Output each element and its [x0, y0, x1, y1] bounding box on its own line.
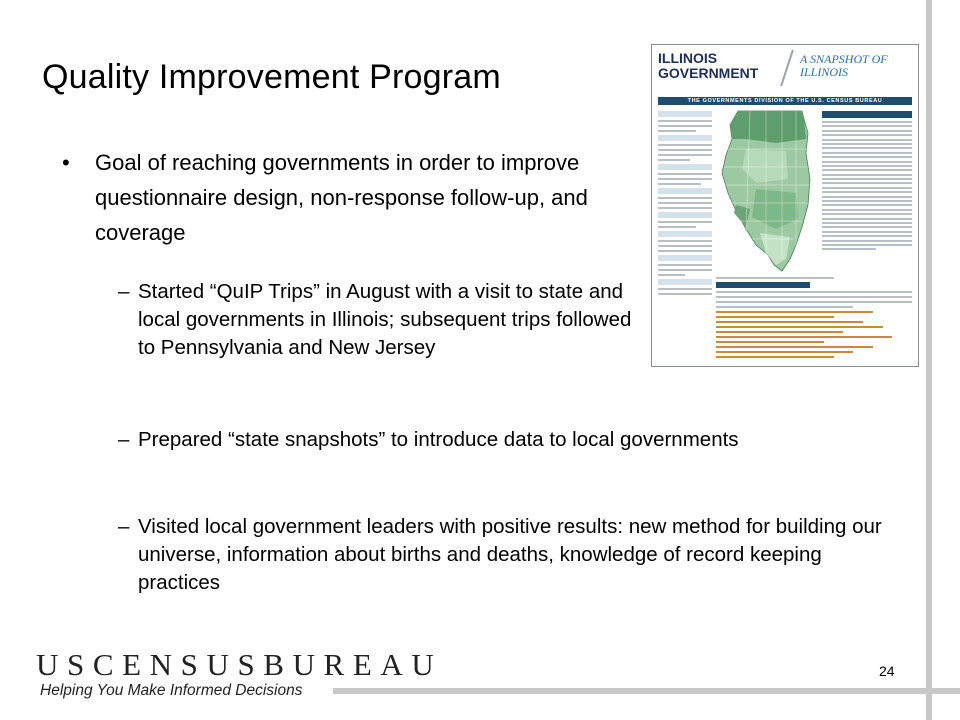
logo-tagline: Helping You Make Informed Decisions: [40, 682, 303, 699]
sub-bullet-2: [118, 426, 798, 454]
main-bullet: [62, 145, 602, 250]
slide-title: Quality Improvement Program: [42, 58, 501, 96]
snapshot-title-left: ILLINOIS GOVERNMENT: [658, 50, 759, 81]
vertical-rule: [926, 0, 932, 720]
state-snapshot-image: [651, 44, 919, 367]
sub-bullet-1: [118, 278, 638, 362]
sub-bullet-marker: –: [118, 280, 130, 303]
bullet-marker: •: [62, 150, 70, 175]
snapshot-left-column: [658, 111, 712, 359]
sub-bullet-marker: –: [118, 515, 130, 538]
snapshot-bottom-section: [716, 277, 912, 361]
sub-bullet-text-3: Visited local government leaders with positive results: new method for building our universe, information about births and deaths, knowledge of record keeping practices: [138, 515, 882, 594]
sub-bullet-text-1: Started “QuIP Trips” in August with a visit to state and local governments in Illinois; subsequent trips followed to Pennsylvania and New Jersey: [138, 280, 632, 359]
footer-horizontal-rule: [333, 688, 960, 694]
sub-bullet-text-2: Prepared “state snapshots” to introduce data to local governments: [138, 428, 739, 451]
sub-bullet-3: [118, 513, 898, 597]
snapshot-right-column: [822, 111, 912, 253]
illinois-map: [716, 109, 816, 273]
census-bureau-logo: USCENSUSBUREAU: [36, 647, 443, 682]
snapshot-banner-text: THE GOVERNMENTS DIVISION OF THE U.S. CENSUS BUREAU: [687, 98, 883, 104]
main-bullet-text: Goal of reaching governments in order to improve questionnaire design, non-response follow-up, and coverage: [95, 150, 588, 245]
page-number: 24: [879, 663, 895, 679]
snapshot-title-right: A SNAPSHOT OF ILLINOIS: [800, 52, 888, 79]
snapshot-header: [658, 51, 912, 95]
snapshot-slash: [780, 50, 794, 87]
sub-bullet-marker: –: [118, 428, 130, 451]
